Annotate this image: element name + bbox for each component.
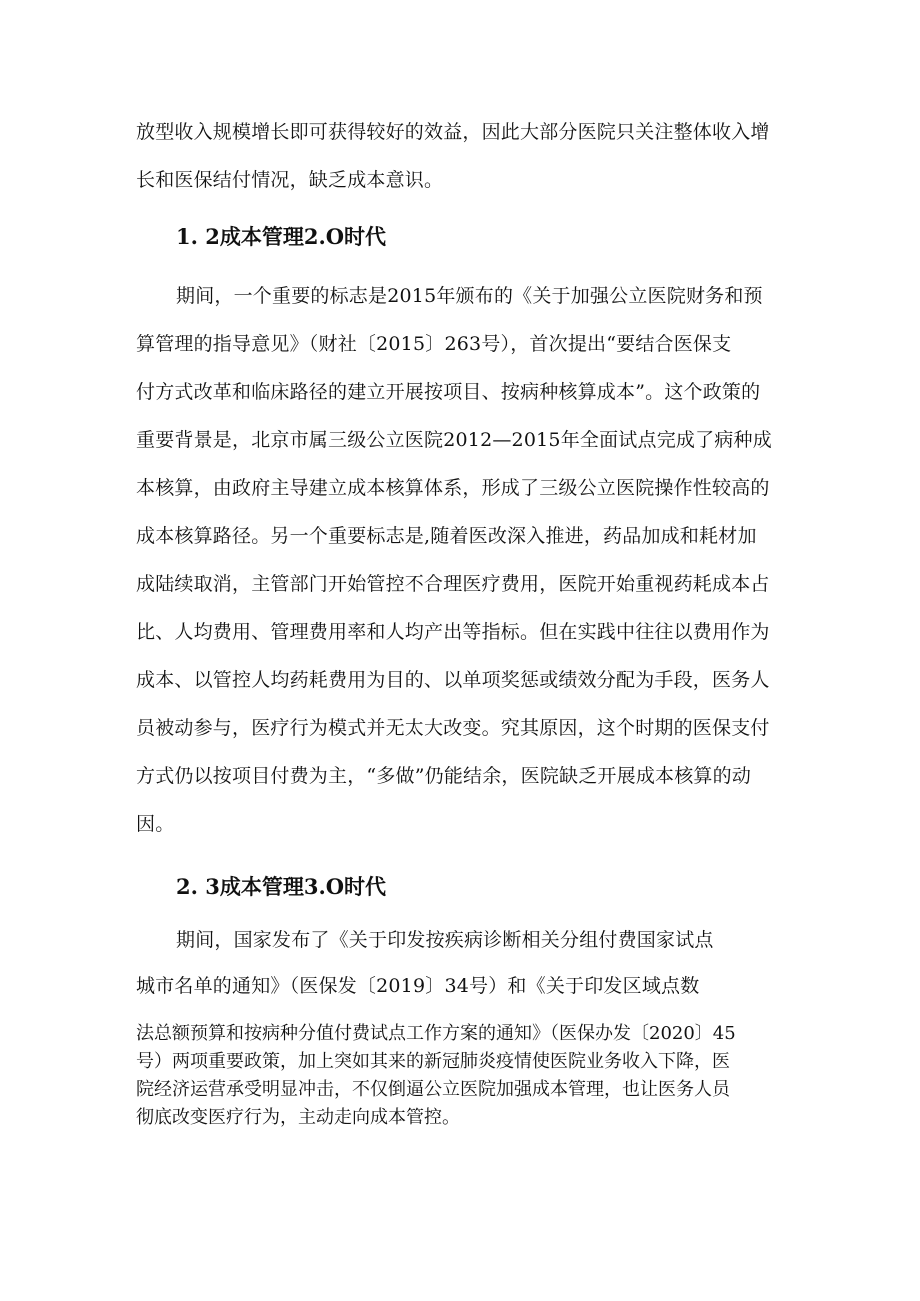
- paragraph-line: 成本、以管控人均药耗费用为目的、以单项奖惩或绩效分配为手段，医务人: [136, 669, 770, 691]
- paragraph-line: 付方式改革和临床路径的建立开展按项目、按病种核算成本”。这个政策的: [136, 381, 761, 403]
- paragraph-line: 重要背景是，北京市属三级公立医院2012—2015年全面试点完成了病种成: [136, 429, 772, 451]
- paragraph-line: 本核算，由政府主导建立成本核算体系，形成了三级公立医院操作性较高的: [136, 477, 770, 499]
- paragraph-line: 因。: [136, 813, 175, 835]
- paragraph-line: 员被动参与，医疗行为模式并无太大改变。究其原因，这个时期的医保支付: [136, 717, 770, 739]
- paragraph-line: 比、人均费用、管理费用率和人均产出等指标。但在实践中往往以费用作为: [136, 621, 770, 643]
- paragraph-line: 放型收入规模增长即可获得较好的效益，因此大部分医院只关注整体收入增: [136, 121, 770, 143]
- paragraph-line: 方式仍以按项目付费为主，“多做”仍能结余，医院缺乏开展成本核算的动: [136, 765, 752, 787]
- paragraph-line: 城市名单的通知》（医保发〔2019〕34号）和《关于印发区域点数: [136, 975, 700, 997]
- section-heading-3: 2. 3成本管理3.O时代: [176, 874, 387, 899]
- paragraph-line: 期间，一个重要的标志是2015年颁布的《关于加强公立医院财务和预: [176, 285, 763, 307]
- paragraph-line: 长和医保结付情况，缺乏成本意识。: [136, 169, 444, 191]
- paragraph-line: 成陆续取消，主管部门开始管控不合理医疗费用，医院开始重视药耗成本占: [136, 573, 770, 595]
- paragraph-line: 期间，国家发布了《关于印发按疾病诊断相关分组付费国家试点: [176, 929, 714, 951]
- paragraph-line: 彻底改变医疗行为，主动走向成本管控。: [136, 1107, 460, 1128]
- paragraph-line: 号）两项重要政策，加上突如其来的新冠肺炎疫情使医院业务收入下降，医: [136, 1051, 730, 1072]
- paragraph-line: 算管理的指导意见》（财社〔2015〕263号），首次提出“要结合医保支: [136, 333, 732, 355]
- paragraph-line: 法总额预算和按病种分值付费试点工作方案的通知》（医保办发〔2020〕45: [136, 1023, 736, 1044]
- section-heading-2: 1. 2成本管理2.O时代: [176, 224, 387, 249]
- paragraph-line: 成本核算路径。另一个重要标志是,随着医改深入推进，药品加成和耗材加: [136, 525, 757, 547]
- paragraph-line: 院经济运营承受明显冲击，不仅倒逼公立医院加强成本管理，也让医务人员: [136, 1079, 730, 1100]
